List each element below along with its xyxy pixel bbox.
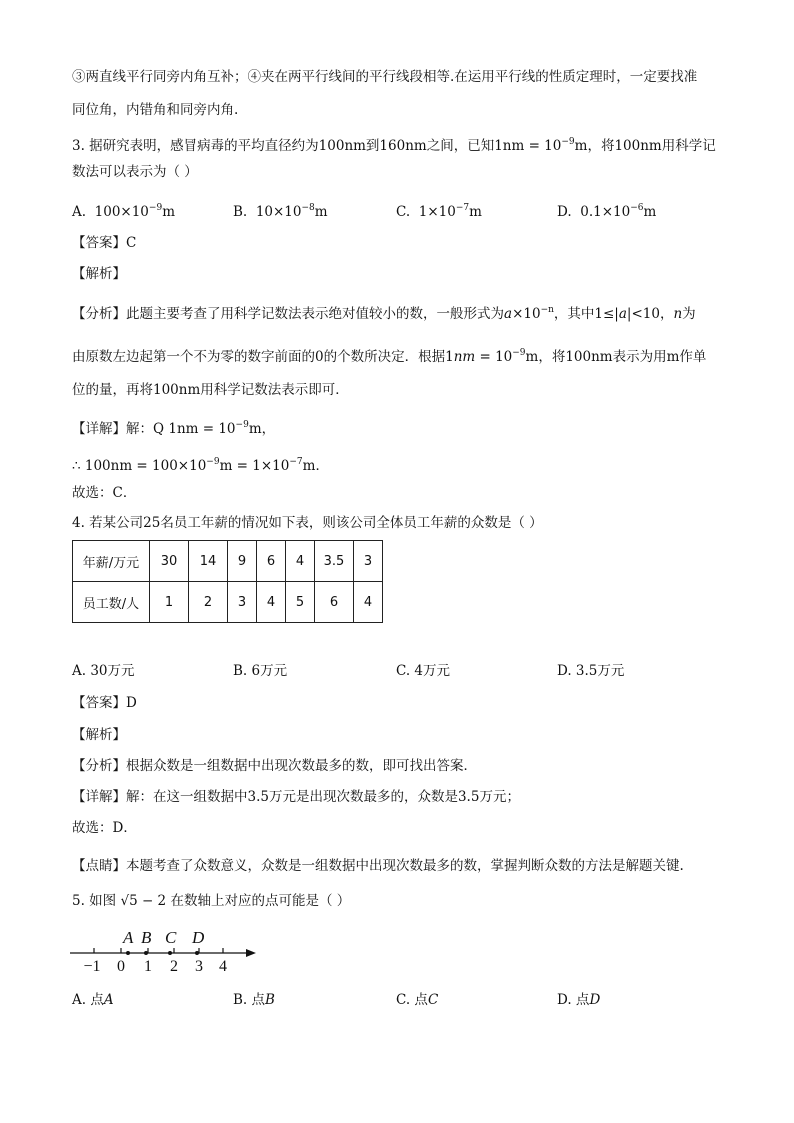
tick-label: −1 — [83, 958, 101, 975]
q4-stem: 4. 若某公司25名员工年薪的情况如下表，则该公司全体员工年薪的众数是（ ） — [72, 515, 543, 531]
intro-line-1: ③两直线平行同旁内角互补；④夹在两平行线间的平行线段相等.在运用平行线的性质定理时，一定要找准 — [72, 69, 698, 85]
q3-option-a: A. $100\times 10^{-9}m$ — [72, 203, 175, 220]
salary-table — [72, 540, 383, 623]
q4-option-a: A. 30万元 — [72, 663, 135, 679]
tick-label: 1 — [144, 958, 152, 975]
tick-label: 4 — [219, 958, 227, 975]
tick-label: 2 — [170, 958, 178, 975]
table-cell: 4 — [257, 582, 286, 623]
q3-stem-line-2: 数法可以表示为（ ） — [72, 164, 198, 180]
q4-answer: 【答案】D — [72, 695, 137, 711]
point-d — [195, 951, 199, 955]
table-cell: 14 — [189, 541, 228, 582]
table-cell: 3 — [228, 582, 257, 623]
q3-option-d: D. $0.1\times 10^{-6}m$ — [557, 203, 657, 220]
q5-option-b: B. 点B — [233, 992, 275, 1008]
table-cell: 3 — [354, 541, 383, 582]
q4-analysis-tag: 【解析】 — [72, 727, 126, 743]
q3-fenxi-line-2: 由原数左边起第一个不为零的数字前面的0的个数所决定．根据$1nm = 10^{-9}m$，将100nm表示为用m作单 — [72, 348, 707, 365]
table-cell: 3.5 — [315, 541, 354, 582]
table-cell: 2 — [189, 582, 228, 623]
q3-detail-line-1: 【详解】解：Q $1nm = 10^{-9}m$， — [72, 420, 276, 437]
table-cell: 6 — [315, 582, 354, 623]
table-header-cell: 员工数/人 — [73, 582, 150, 623]
q5-option-d: D. 点D — [557, 992, 601, 1008]
q3-option-b: B. $10\times 10^{-8}m$ — [233, 203, 328, 220]
q3-analysis-tag: 【解析】 — [72, 266, 126, 282]
number-line — [70, 925, 270, 975]
table-cell: 4 — [354, 582, 383, 623]
q3-choose: 故选：C． — [72, 485, 137, 501]
q3-option-c: C. $1\times 10^{-7}m$ — [396, 203, 482, 220]
tick-label: 0 — [117, 958, 125, 975]
point-label: C — [165, 928, 177, 947]
q3-answer: 【答案】C — [72, 235, 137, 251]
q3-stem-line-1: 3. 据研究表明，感冒病毒的平均直径约为100nm到160nm之间，已知$1nm = 10^{-9}m$，将100nm用科学记 — [72, 137, 716, 154]
table-row — [73, 582, 383, 623]
table-cell: 5 — [286, 582, 315, 623]
q4-detail: 【详解】解：在这一组数据中3.5万元是出现次数最多的，众数是3.5万元； — [72, 789, 520, 805]
point-c — [168, 951, 172, 955]
q4-dianjing: 【点睛】本题考查了众数意义，众数是一组数据中出现次数最多的数，掌握判断众数的方法是解题关键. — [72, 858, 684, 874]
point-label: B — [141, 928, 152, 947]
table-cell: 30 — [150, 541, 189, 582]
q3-fenxi-line-3: 位的量，再将100nm用科学记数法表示即可． — [72, 382, 349, 398]
q3-fenxi-line-1: 【分析】此题主要考查了用科学记数法表示绝对值较小的数，一般形式为$a\times 10^{-n}$，其中1≤|a|<10，n为 — [72, 305, 696, 322]
table-header-cell: 年薪/万元 — [73, 541, 150, 582]
q5-option-a: A. 点A — [72, 992, 114, 1008]
intro-line-2: 同位角，内错角和同旁内角. — [72, 102, 239, 118]
table-cell: 4 — [286, 541, 315, 582]
q4-option-d: D. 3.5万元 — [557, 663, 625, 679]
q4-option-b: B. 6万元 — [233, 663, 288, 679]
point-label: D — [192, 928, 205, 947]
arrow-icon — [246, 949, 256, 957]
q4-fenxi: 【分析】根据众数是一组数据中出现次数最多的数，即可找出答案． — [72, 758, 477, 774]
q3-detail-line-2: ∴ $100nm = 100\times 10^{-9}m = 1\times 10^{-7}m$． — [72, 457, 329, 474]
point-a — [126, 951, 130, 955]
q4-choose: 故选：D． — [72, 820, 137, 836]
q5-option-c: C. 点C — [396, 992, 439, 1008]
point-label: A — [123, 928, 134, 947]
q5-stem: 5. 如图 √5 − 2 在数轴上对应的点可能是（ ） — [72, 893, 351, 909]
q4-option-c: C. 4万元 — [396, 663, 451, 679]
tick-label: 3 — [195, 958, 203, 975]
point-b — [144, 951, 148, 955]
table-row — [73, 541, 383, 582]
table-cell: 9 — [228, 541, 257, 582]
table-cell: 1 — [150, 582, 189, 623]
table-cell: 6 — [257, 541, 286, 582]
